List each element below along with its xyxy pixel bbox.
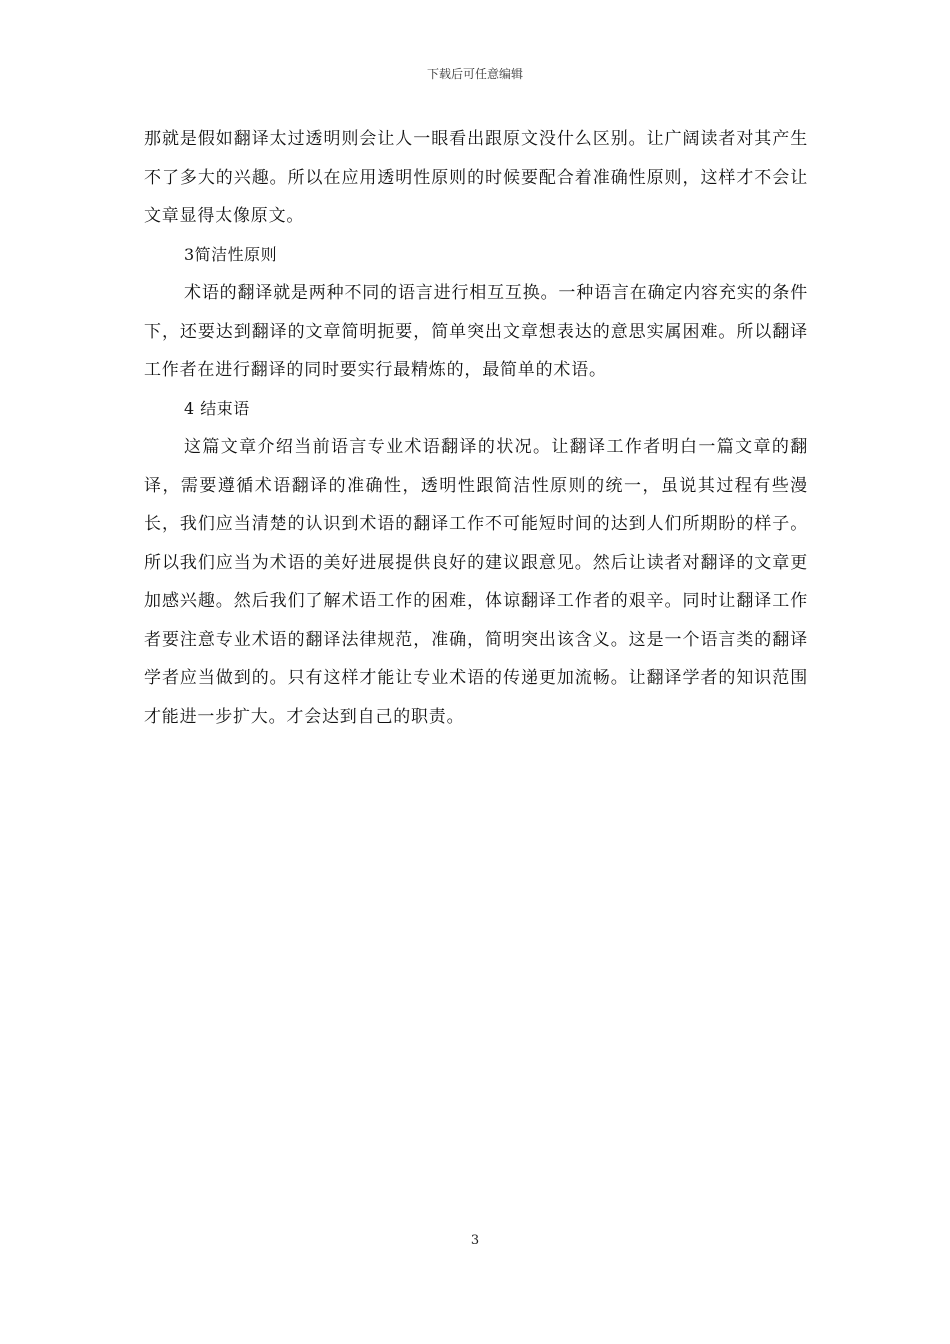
document-body <box>144 120 808 736</box>
paragraph-conciseness: 术语的翻译就是两种不同的语言进行相互互换。一种语言在确定内容充实的条件下，还要达到翻译的文章简明扼要，简单突出文章想表达的意思实属困难。所以翻译工作者在进行翻译的同时要实行最精炼的，最简单的术语。 <box>144 283 808 380</box>
paragraph-transparency-continued: 那就是假如翻译太过透明则会让人一眼看出跟原文没什么区别。让广阔读者对其产生不了多大的兴趣。所以在应用透明性原则的时候要配合着准确性原则，这样才不会让文章显得太像原文。 <box>144 129 808 226</box>
section-heading-conciseness: 3简洁性原则 <box>184 244 278 264</box>
page-number: 3 <box>470 1233 480 1248</box>
section-heading-conclusion: 4 结束语 <box>184 398 250 418</box>
paragraph-conclusion: 这篇文章介绍当前语言专业术语翻译的状况。让翻译工作者明白一篇文章的翻译，需要遵循术语翻译的准确性，透明性跟简洁性原则的统一，虽说其过程有些漫长，我们应当清楚的认识到术语的翻译工作不可能短时间的达到人们所期盼的样子。所以我们应当为术语的美好进展提供良好的建议跟意见。然后让读者对翻译的文章更加感兴趣。然后我们了解术语工作的困难，体谅翻译工作者的艰辛。同时让翻译工作者要注意专业术语的翻译法律规范，准确，简明突出该含义。这是一个语言类的翻译学者应当做到的。只有这样才能让专业术语的传递更加流畅。让翻译学者的知识范围才能进一步扩大。才会达到自己的职责。 <box>144 437 808 727</box>
page-header: 下载后可任意编辑 <box>426 67 523 81</box>
